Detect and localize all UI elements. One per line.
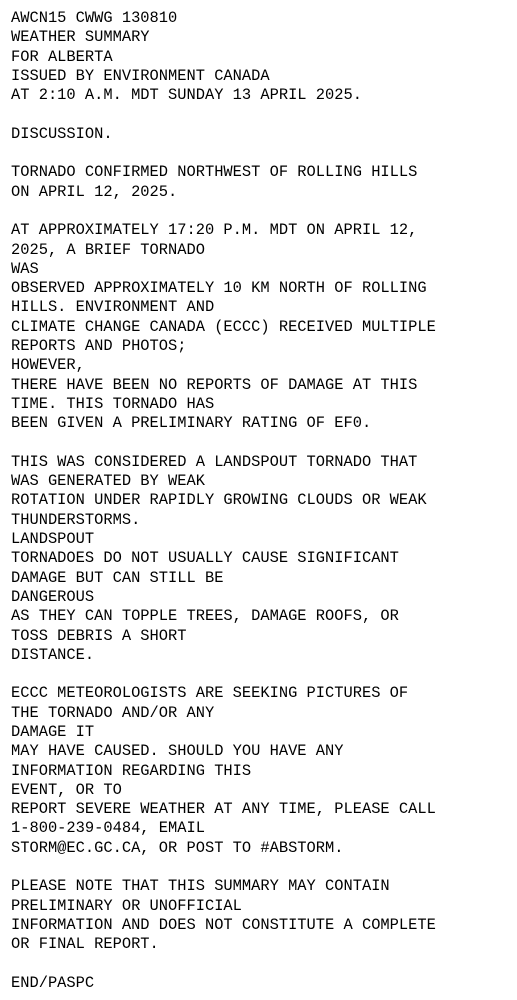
bulletin-line: DANGEROUS: [11, 587, 95, 606]
bulletin-line: ON APRIL 12, 2025.: [11, 182, 178, 201]
bulletin-line: INFORMATION AND DOES NOT CONSTITUTE A COMPLETE: [11, 915, 436, 934]
bulletin-line: 2025, A BRIEF TORNADO: [11, 240, 205, 259]
bulletin-line: FOR ALBERTA: [11, 47, 113, 66]
bulletin-line: DISCUSSION.: [11, 124, 113, 143]
bulletin-line: THIS WAS CONSIDERED A LANDSPOUT TORNADO THAT: [11, 452, 418, 471]
blank-line: [11, 858, 511, 877]
bulletin-line: PRELIMINARY OR UNOFFICIAL: [11, 896, 242, 915]
bulletin-line: DAMAGE IT: [11, 722, 95, 741]
blank-line: [11, 955, 511, 974]
bulletin-line: ISSUED BY ENVIRONMENT CANADA: [11, 66, 270, 85]
bulletin-line: ECCC METEOROLOGISTS ARE SEEKING PICTURES OF: [11, 684, 409, 703]
bulletin-line: 1-800-239-0484, EMAIL: [11, 819, 205, 838]
blank-line: [11, 144, 511, 163]
bulletin-line: TOSS DEBRIS A SHORT: [11, 626, 187, 645]
bulletin-line: STORM@EC.GC.CA, OR POST TO #ABSTORM.: [11, 838, 344, 857]
blank-line: [11, 105, 511, 124]
bulletin-line: CLIMATE CHANGE CANADA (ECCC) RECEIVED MULTIPLE: [11, 317, 436, 336]
bulletin-line: TORNADO CONFIRMED NORTHWEST OF ROLLING HILLS: [11, 163, 418, 182]
bulletin-line: DISTANCE.: [11, 645, 95, 664]
bulletin-line: BEEN GIVEN A PRELIMINARY RATING OF EF0.: [11, 414, 372, 433]
bulletin-line: AT APPROXIMATELY 17:20 P.M. MDT ON APRIL 12,: [11, 221, 418, 240]
bulletin-line: TORNADOES DO NOT USUALLY CAUSE SIGNIFICANT: [11, 549, 399, 568]
bulletin-line: TIME. THIS TORNADO HAS: [11, 394, 215, 413]
bulletin-line: DAMAGE BUT CAN STILL BE: [11, 568, 224, 587]
blank-line: [11, 434, 511, 453]
blank-line: [11, 665, 511, 684]
bulletin-line: REPORTS AND PHOTOS;: [11, 337, 187, 356]
bulletin-line: WAS: [11, 259, 39, 278]
bulletin-line: HOWEVER,: [11, 356, 85, 375]
bulletin-line: AWCN15 CWWG 130810: [11, 9, 178, 27]
bulletin-line: END/PASPC: [11, 973, 95, 992]
bulletin-line: THERE HAVE BEEN NO REPORTS OF DAMAGE AT THIS: [11, 375, 418, 394]
bulletin-line: ROTATION UNDER RAPIDLY GROWING CLOUDS OR WEAK: [11, 491, 427, 510]
bulletin-line: WAS GENERATED BY WEAK: [11, 472, 205, 491]
weather-bulletin-text: [11, 9, 511, 993]
bulletin-line: WEATHER SUMMARY: [11, 28, 150, 47]
bulletin-line: MAY HAVE CAUSED. SHOULD YOU HAVE ANY: [11, 742, 344, 761]
bulletin-line: LANDSPOUT: [11, 530, 95, 549]
bulletin-line: THE TORNADO AND/OR ANY: [11, 703, 215, 722]
bulletin-line: EVENT, OR TO: [11, 780, 122, 799]
bulletin-line: PLEASE NOTE THAT THIS SUMMARY MAY CONTAIN: [11, 877, 390, 896]
bulletin-line: OR FINAL REPORT.: [11, 935, 159, 954]
bulletin-line: OBSERVED APPROXIMATELY 10 KM NORTH OF ROLLING: [11, 279, 427, 298]
blank-line: [11, 202, 511, 221]
bulletin-line: REPORT SEVERE WEATHER AT ANY TIME, PLEASE CALL: [11, 800, 436, 819]
bulletin-line: THUNDERSTORMS.: [11, 510, 141, 529]
bulletin-line: INFORMATION REGARDING THIS: [11, 761, 252, 780]
bulletin-line: AS THEY CAN TOPPLE TREES, DAMAGE ROOFS, OR: [11, 607, 399, 626]
bulletin-line: AT 2:10 A.M. MDT SUNDAY 13 APRIL 2025.: [11, 86, 362, 105]
bulletin-line: HILLS. ENVIRONMENT AND: [11, 298, 215, 317]
